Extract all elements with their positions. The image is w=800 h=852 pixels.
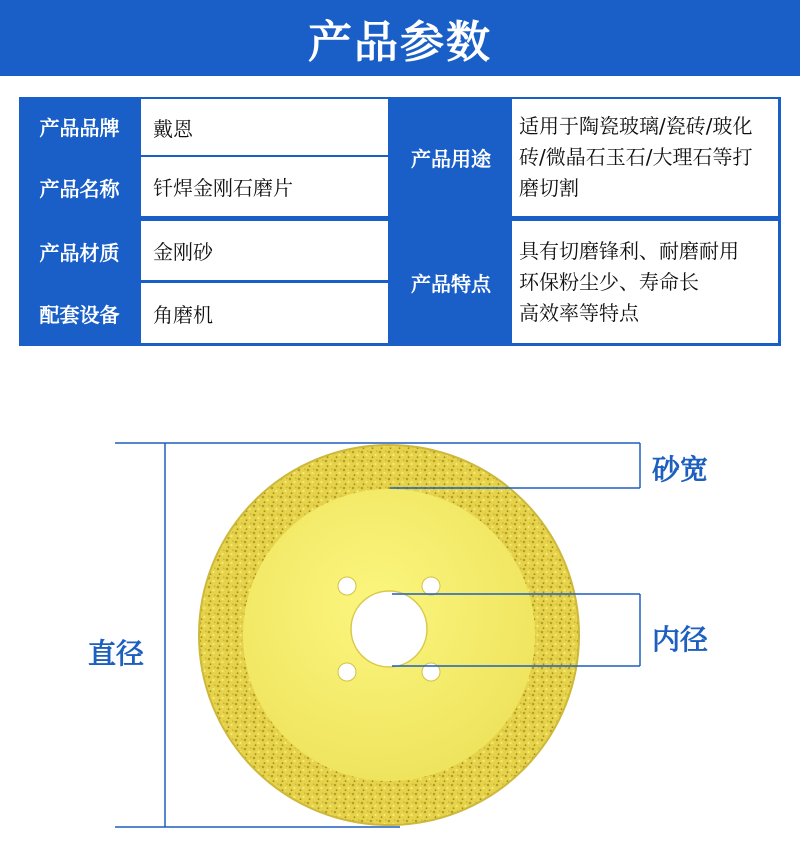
header-banner bbox=[0, 0, 800, 76]
brand-label: 产品品牌 bbox=[39, 115, 120, 140]
center-bore bbox=[351, 591, 427, 667]
features-line-3: 高效率等特点 bbox=[519, 300, 639, 325]
mount-hole bbox=[338, 663, 356, 681]
mount-hole bbox=[338, 577, 356, 595]
usage-value: 适用于陶瓷玻璃/瓷砖/玻化砖/微晶石玉石/大理石等打磨切割 bbox=[512, 99, 778, 216]
mount-hole bbox=[422, 577, 440, 595]
material-value: 金刚砂 bbox=[141, 221, 388, 280]
usage-label: 产品用途 bbox=[411, 146, 491, 171]
name-value: 钎焊金刚石磨片 bbox=[141, 157, 388, 216]
sand-width-label: 砂宽 bbox=[652, 453, 709, 486]
name-label: 产品名称 bbox=[39, 176, 120, 201]
features-label: 产品特点 bbox=[411, 271, 491, 296]
diameter-label: 直径 bbox=[88, 637, 145, 670]
equipment-value: 角磨机 bbox=[141, 283, 388, 343]
features-line-2: 环保粉尘少、寿命长 bbox=[519, 269, 699, 294]
spec-table bbox=[19, 97, 781, 346]
features-value bbox=[512, 221, 778, 343]
equipment-label: 配套设备 bbox=[39, 302, 120, 327]
inner-diameter-label: 内径 bbox=[652, 623, 709, 656]
material-label: 产品材质 bbox=[39, 240, 120, 265]
page-title: 产品参数 bbox=[308, 17, 492, 68]
brand-value: 戴恩 bbox=[141, 99, 388, 155]
features-line-1: 具有切磨锋利、耐磨耐用 bbox=[519, 238, 739, 263]
